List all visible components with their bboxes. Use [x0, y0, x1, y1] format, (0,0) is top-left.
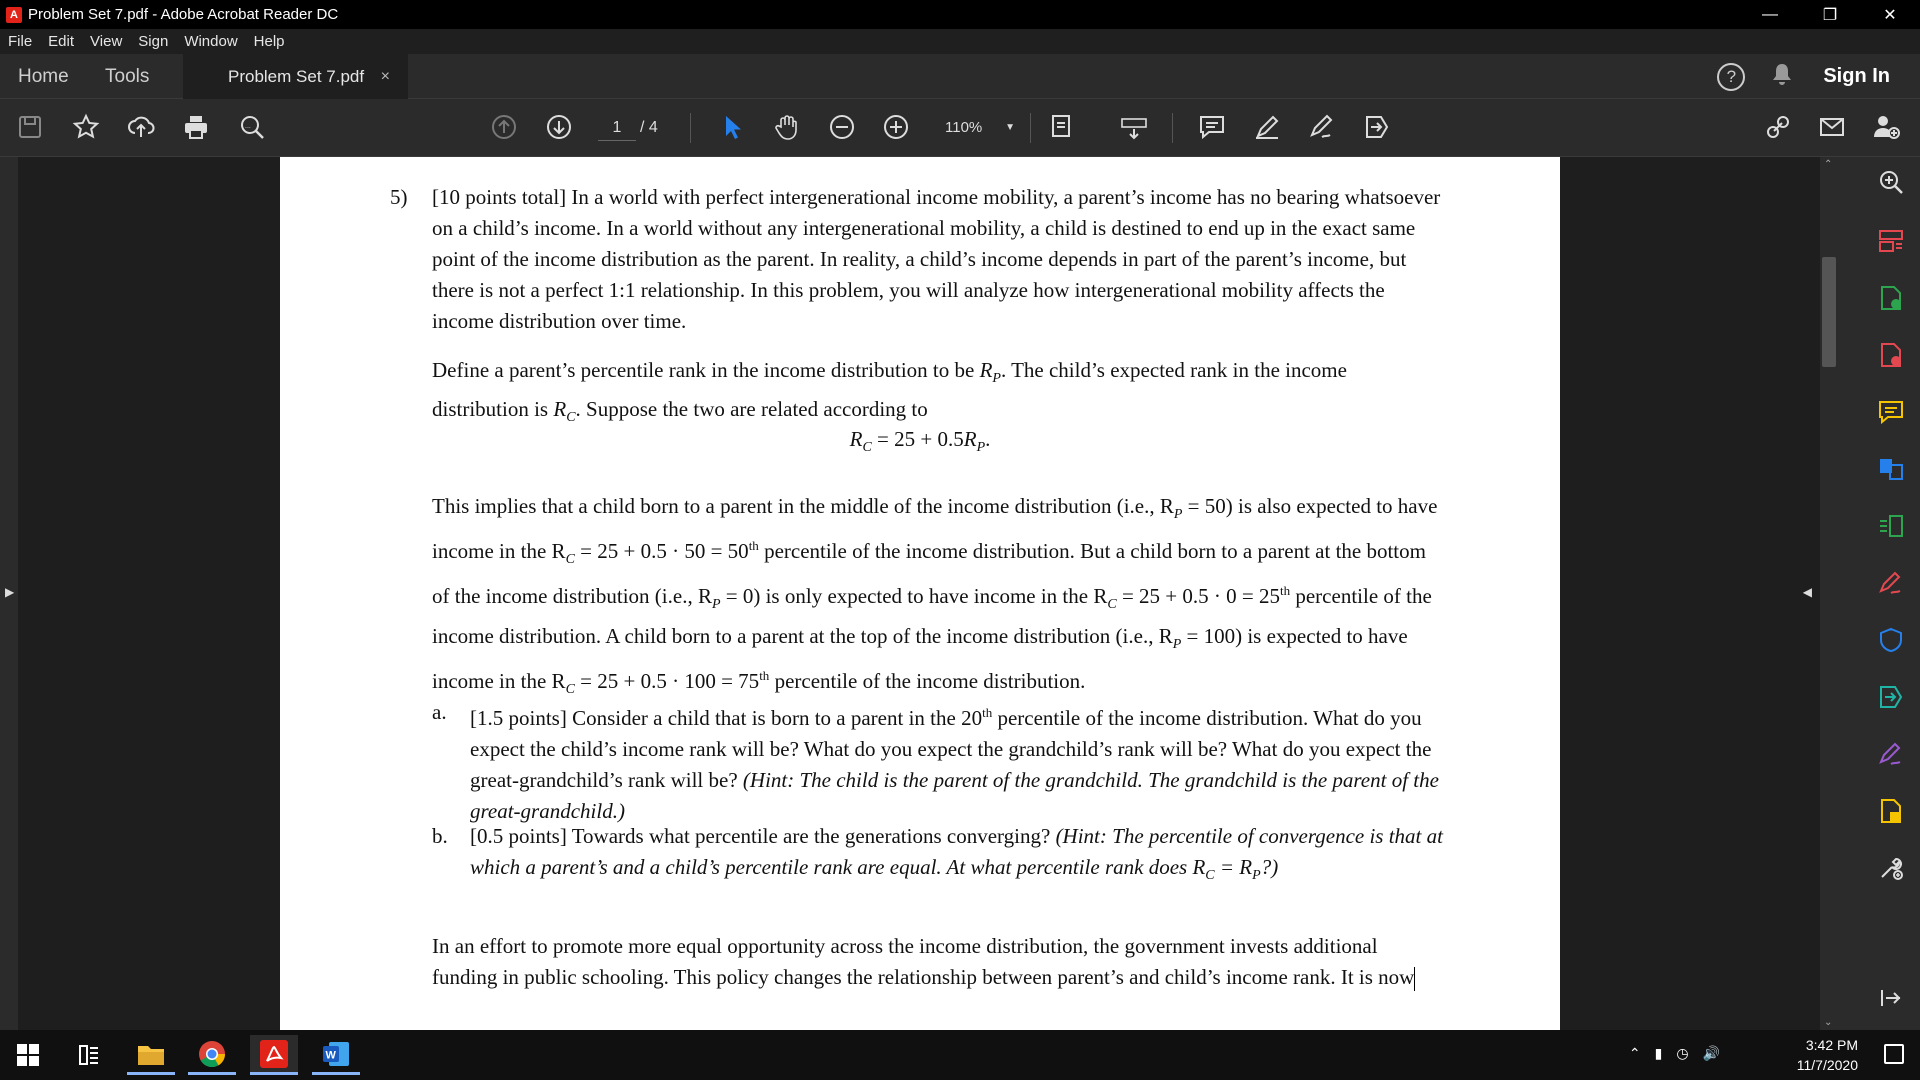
show-hidden-icons-chevron-icon[interactable]: ⌃: [1628, 1045, 1641, 1061]
restore-icon[interactable]: ❐: [1822, 6, 1838, 24]
vertical-scrollbar[interactable]: [1820, 157, 1838, 1030]
fill-sign-icon[interactable]: [1876, 568, 1906, 598]
next-page-icon[interactable]: [543, 111, 575, 143]
intro-paragraph: [10 points total] In a world with perfect intergenerational income mobility, a parent’s income has no bearing whatsoever on a child’s income. In a world without any intergenerational mobility, a child is destined to end up in the exact same point of the income distribution as the parent. In reality, a child’s income depends in part of the parent’s income, but there is not a perfect 1:1 relationship. In this problem, you will analyze how intergenerational mobility affects the income distribution over time.: [432, 185, 1441, 333]
select-cursor-icon[interactable]: [716, 111, 748, 143]
find-text-icon[interactable]: [236, 111, 268, 143]
menu-window[interactable]: Window: [184, 33, 238, 50]
document-tab-label: Problem Set 7.pdf: [228, 66, 365, 86]
keyboard-scroll-icon[interactable]: [1118, 111, 1150, 143]
combine-files-icon[interactable]: [1876, 454, 1906, 484]
page-count: / 4: [640, 119, 658, 136]
organize-pages-icon[interactable]: [1876, 226, 1906, 256]
send-file-icon[interactable]: [1361, 111, 1393, 143]
search-zoom-icon[interactable]: [1876, 167, 1906, 197]
zoom-in-icon[interactable]: [880, 111, 912, 143]
collapse-tools-pane-icon[interactable]: [1876, 983, 1906, 1013]
scroll-up-icon[interactable]: ⌃: [1824, 159, 1833, 170]
more-tools-icon[interactable]: [1876, 853, 1906, 883]
main-toolbar: [0, 99, 1920, 157]
equation: $R_C = 25 + 0.5R_P$.: [849, 427, 991, 456]
close-icon[interactable]: ✕: [1883, 6, 1897, 24]
email-icon[interactable]: [1816, 111, 1848, 143]
zoom-value: 110%: [945, 119, 983, 136]
highlight-pen-icon[interactable]: [1251, 111, 1283, 143]
comment-icon[interactable]: [1196, 111, 1228, 143]
policy-paragraph: In an effort to promote more equal opportunity across the income distribution, the government invests additional funding in public schooling. This policy changes the relationship between parent’s and child’s income rank. It is now: [432, 931, 1442, 993]
close-tab-icon[interactable]: ×: [380, 67, 390, 85]
title-bar: [0, 0, 1920, 29]
example-paragraph: This implies that a child born to a parent in the middle of the income distribution (i.e., $R_P = 50$) is also expected to have income in the $R_C = 25 + 0.5 \cdot 50 = 50th$ percentile of the income distribution. But a child born to a parent at the bottom of the income distribution (i.e., $R_P = 0$) is only expected to have income in the $R_C = 25 + 0.5 \cdot 0 = 25th$ percentile of the income distribution. A child born to a parent at the top of the income distribution (i.e., $R_P = 100$) is expected to have income in the $R_C = 25 + 0.5 \cdot 100 = 75th$ percentile of the income distribution.: [432, 494, 1438, 697]
protect-shield-icon[interactable]: [1876, 625, 1906, 655]
windows-start-icon[interactable]: [4, 1035, 52, 1075]
left-panel-toggle[interactable]: [0, 157, 18, 1030]
scrollbar-thumb[interactable]: [1822, 257, 1836, 367]
prepare-form-icon[interactable]: [1876, 796, 1906, 826]
windows-taskbar: [0, 1030, 1920, 1080]
item-a: [1.5 points] Consider a child that is born to a parent in the 20th percentile of the income distribution. What do you expect the child’s income rank will be? What do you expect the grandchild’s rank will be? What do you expect the great-grandchild’s rank will be? (Hint: The child is the parent of the grandchild. The grandchild is the parent of the great-grandchild.): [470, 705, 1439, 823]
item-a-label: a.: [432, 700, 447, 724]
save-icon[interactable]: [14, 111, 46, 143]
sign-icon[interactable]: [1306, 111, 1338, 143]
create-pdf-icon[interactable]: [1876, 340, 1906, 370]
svg-text:...: ...: [245, 123, 251, 130]
item-b-label: b.: [432, 824, 448, 848]
clock-time: 3:42 PM: [1805, 1037, 1858, 1053]
menu-bar: [0, 29, 1920, 54]
hand-tool-icon[interactable]: [771, 111, 803, 143]
menu-file[interactable]: File: [8, 33, 33, 50]
bookmark-star-icon[interactable]: [70, 111, 102, 143]
window-title: Problem Set 7.pdf - Adobe Acrobat Reader DC: [28, 6, 339, 23]
notification-bell-icon[interactable]: [1771, 62, 1793, 91]
page-number-input[interactable]: 1: [598, 115, 636, 141]
previous-page-icon[interactable]: [488, 111, 520, 143]
chrome-icon[interactable]: [188, 1035, 236, 1075]
comment-tool-icon[interactable]: [1876, 397, 1906, 427]
menu-help[interactable]: Help: [253, 33, 285, 50]
word-icon[interactable]: [312, 1035, 360, 1075]
sign-in-button[interactable]: Sign In: [1823, 65, 1890, 87]
export-pdf-icon[interactable]: [1876, 283, 1906, 313]
task-view-icon[interactable]: [65, 1035, 113, 1075]
problem-number: 5): [390, 185, 408, 209]
add-user-icon[interactable]: [1870, 111, 1902, 143]
menu-edit[interactable]: Edit: [48, 33, 75, 50]
send-for-review-icon[interactable]: [1876, 682, 1906, 712]
document-viewer[interactable]: [18, 157, 1820, 1030]
text-cursor: [1414, 967, 1415, 991]
battery-icon[interactable]: ▮: [1654, 1045, 1663, 1061]
clock-date: 11/7/2020: [1796, 1057, 1858, 1073]
right-tools-pane: [1838, 157, 1920, 1030]
svg-text:W: W: [325, 1049, 336, 1061]
expand-panel-icon[interactable]: ▶: [5, 585, 15, 599]
tab-bar: [0, 54, 1920, 99]
acrobat-taskbar-icon[interactable]: [250, 1035, 298, 1075]
share-upload-icon[interactable]: [125, 111, 157, 143]
page-fit-icon[interactable]: [1048, 111, 1080, 143]
request-signature-icon[interactable]: [1876, 739, 1906, 769]
print-icon[interactable]: [180, 111, 212, 143]
system-tray: [1629, 1045, 1720, 1062]
wifi-icon[interactable]: ◷: [1676, 1045, 1689, 1061]
compress-pdf-icon[interactable]: [1876, 511, 1906, 541]
taskbar-clock[interactable]: [1797, 1035, 1858, 1075]
minimize-icon[interactable]: —: [1762, 5, 1778, 23]
file-explorer-icon[interactable]: [127, 1035, 175, 1075]
share-link-icon[interactable]: [1762, 111, 1794, 143]
menu-sign[interactable]: Sign: [138, 33, 169, 50]
pdf-page: [280, 157, 1560, 1030]
scroll-down-icon[interactable]: ⌄: [1824, 1017, 1833, 1028]
notification-center-icon[interactable]: [1884, 1044, 1904, 1064]
zoom-level-dropdown[interactable]: [935, 115, 1015, 141]
acrobat-icon: A: [6, 7, 22, 23]
definition-paragraph: Define a parent’s percentile rank in the income distribution to be $R_P$. The child’s expected rank in the income distribution is $R_C$. Suppose the two are related according to: [432, 358, 1347, 426]
item-b: [0.5 points] Towards what percentile are the generations converging? (Hint: The percentile of convergence is that at which a parent’s and a child’s percentile rank are equal. At what percentile rank does $R_C$ = $R_P$?): [470, 824, 1443, 884]
zoom-out-icon[interactable]: [826, 111, 858, 143]
tab-document[interactable]: [183, 54, 408, 99]
volume-icon[interactable]: 🔊: [1702, 1045, 1720, 1061]
collapse-right-pane-icon[interactable]: ◀: [1802, 585, 1812, 599]
help-icon[interactable]: ?: [1717, 63, 1745, 91]
menu-view[interactable]: View: [90, 33, 123, 50]
tab-home[interactable]: Home: [18, 65, 69, 87]
tab-tools[interactable]: Tools: [105, 65, 150, 87]
chevron-down-icon: ▼: [1005, 122, 1015, 133]
